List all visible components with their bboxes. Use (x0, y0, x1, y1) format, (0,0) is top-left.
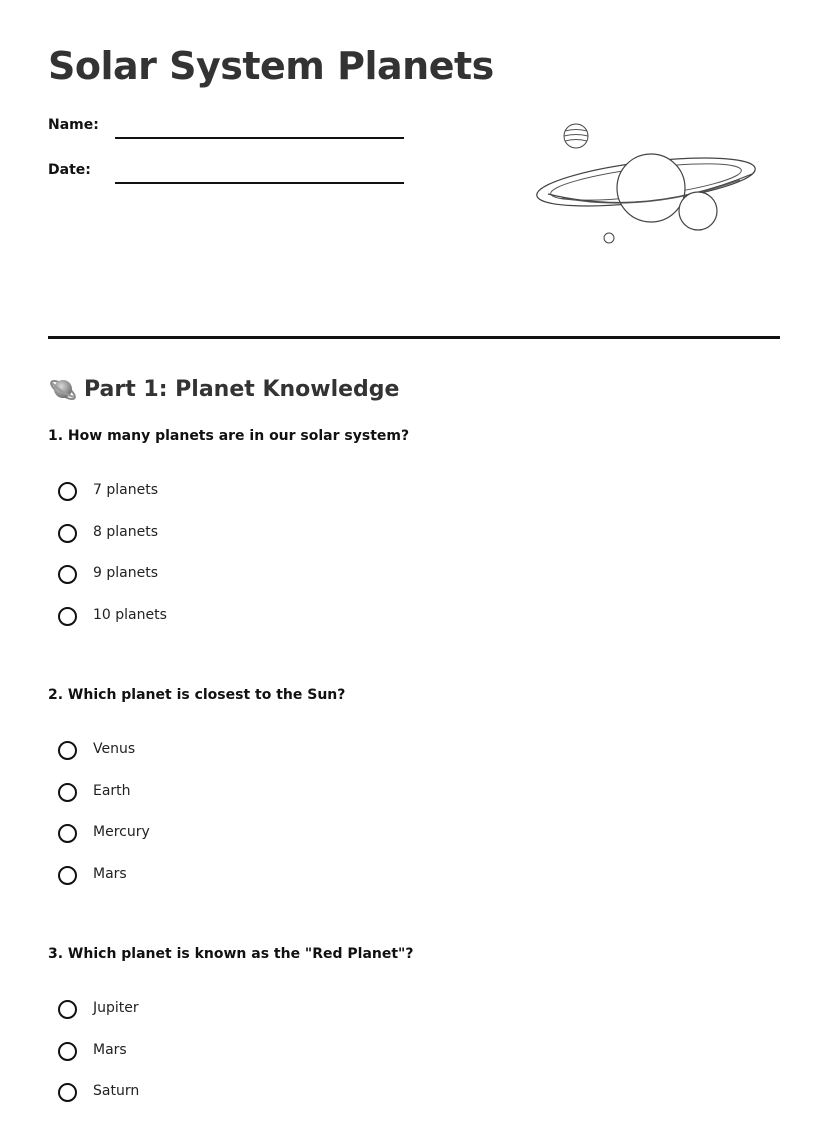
answer-option[interactable] (58, 1082, 139, 1124)
section-divider (48, 336, 780, 339)
name-field (48, 115, 408, 145)
option-label: 7 planets (93, 482, 158, 498)
option-label: Mercury (93, 824, 150, 840)
radio-button[interactable] (58, 565, 77, 584)
answer-option[interactable] (58, 606, 167, 648)
option-label: Earth (93, 782, 131, 799)
option-label: Saturn (93, 1083, 140, 1099)
section-heading (48, 373, 399, 405)
option-label: 10 planets (93, 606, 167, 623)
option-label: Mars (93, 865, 127, 882)
answer-option[interactable] (58, 782, 150, 824)
radio-button[interactable] (58, 1042, 77, 1061)
answer-option[interactable] (58, 481, 167, 523)
answer-option[interactable] (58, 999, 139, 1041)
small-planet-drawing (604, 233, 614, 243)
answer-option[interactable] (58, 740, 150, 782)
date-blank-line[interactable] (115, 182, 404, 184)
radio-button[interactable] (58, 741, 77, 760)
answer-option[interactable] (58, 564, 167, 606)
option-label: Mars (93, 1041, 127, 1058)
question-text: 3. Which planet is known as the "Red Planet"? (48, 946, 414, 962)
question-text: 1. How many planets are in our solar system? (48, 428, 410, 444)
answer-option[interactable] (58, 823, 150, 865)
option-label: 9 planets (93, 565, 158, 581)
answer-option[interactable] (58, 523, 167, 565)
date-label: Date: (48, 162, 91, 178)
answer-options (58, 740, 150, 906)
radio-button[interactable] (58, 1000, 77, 1019)
ringed-planet-drawing (534, 149, 757, 222)
radio-button[interactable] (58, 866, 77, 885)
answer-option[interactable] (58, 1041, 139, 1083)
name-label: Name: (48, 117, 99, 133)
radio-button[interactable] (58, 1083, 77, 1102)
name-blank-line[interactable] (115, 137, 404, 139)
moon-drawing (679, 192, 717, 230)
radio-button[interactable] (58, 524, 77, 543)
question-text: 2. Which planet is closest to the Sun? (48, 687, 346, 703)
striped-planet-icon (564, 124, 588, 148)
radio-button[interactable] (58, 824, 77, 843)
ringed-planet-icon (48, 374, 78, 404)
answer-options (58, 999, 139, 1124)
answer-option[interactable] (58, 865, 150, 907)
radio-button[interactable] (58, 607, 77, 626)
worksheet-title: Solar System Planets (48, 44, 494, 88)
solar-system-illustration (534, 118, 760, 250)
radio-button[interactable] (58, 482, 77, 501)
option-label: Venus (93, 741, 136, 757)
section-title: Part 1: Planet Knowledge (84, 376, 400, 402)
option-label: Jupiter (93, 1000, 139, 1016)
option-label: 8 planets (93, 523, 158, 540)
date-field (48, 160, 408, 190)
answer-options (58, 481, 167, 647)
radio-button[interactable] (58, 783, 77, 802)
